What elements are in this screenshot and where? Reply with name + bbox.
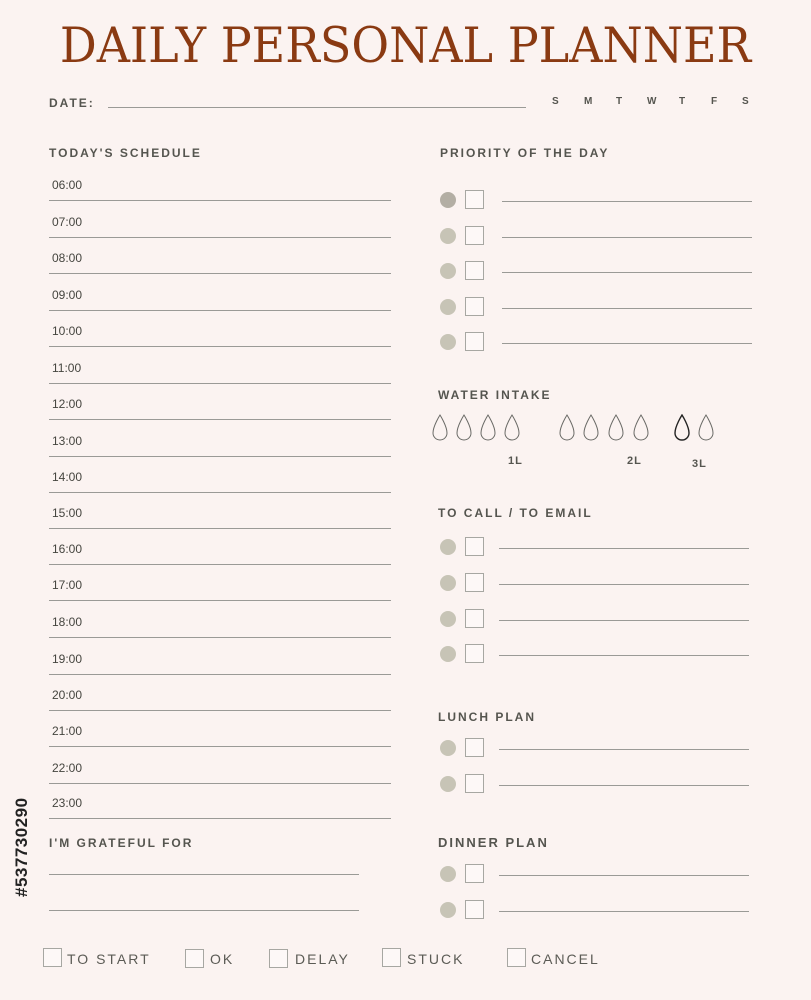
schedule-line[interactable] — [49, 419, 391, 420]
schedule-time: 08:00 — [52, 251, 83, 265]
day-friday[interactable]: F — [711, 96, 718, 107]
priority-checkbox[interactable] — [465, 297, 484, 316]
date-label: DATE: — [49, 96, 95, 110]
schedule-time: 21:00 — [52, 724, 83, 738]
dinner-heading: DINNER PLAN — [438, 835, 549, 850]
legend-box-cancel[interactable] — [507, 948, 526, 967]
schedule-time: 16:00 — [52, 542, 83, 556]
schedule-heading: TODAY'S SCHEDULE — [49, 146, 202, 160]
to-call-line[interactable] — [499, 584, 749, 585]
date-line[interactable] — [108, 107, 526, 108]
schedule-line[interactable] — [49, 310, 391, 311]
schedule-line[interactable] — [49, 237, 391, 238]
day-sunday[interactable]: S — [552, 96, 559, 107]
priority-line[interactable] — [502, 201, 752, 202]
to-call-status-dot[interactable] — [440, 575, 456, 591]
legend-box-stuck[interactable] — [382, 948, 401, 967]
grateful-line-1[interactable] — [49, 874, 359, 875]
lunch-checkbox[interactable] — [465, 774, 484, 793]
dinner-status-dot[interactable] — [440, 902, 456, 918]
water-unit-2l: 2L — [627, 455, 642, 467]
water-drop-icon[interactable] — [503, 414, 521, 442]
watermark-id: #537730290 — [12, 797, 31, 897]
water-drop-icon[interactable] — [558, 414, 576, 442]
priority-status-dot[interactable] — [440, 263, 456, 279]
schedule-time: 14:00 — [52, 470, 83, 484]
schedule-line[interactable] — [49, 710, 391, 711]
lunch-checkbox[interactable] — [465, 738, 484, 757]
schedule-time: 06:00 — [52, 178, 83, 192]
schedule-line[interactable] — [49, 273, 391, 274]
to-call-status-dot[interactable] — [440, 539, 456, 555]
priority-status-dot[interactable] — [440, 299, 456, 315]
water-drop-icon[interactable] — [479, 414, 497, 442]
lunch-line[interactable] — [499, 785, 749, 786]
schedule-line[interactable] — [49, 456, 391, 457]
schedule-time: 13:00 — [52, 434, 83, 448]
day-thursday[interactable]: T — [679, 96, 686, 107]
schedule-line[interactable] — [49, 637, 391, 638]
day-of-week-row — [552, 96, 752, 110]
water-drop-icon[interactable] — [673, 414, 691, 442]
schedule-time: 22:00 — [52, 761, 83, 775]
page-title: DAILY PERSONAL PLANNER — [59, 16, 752, 74]
day-monday[interactable]: M — [584, 96, 593, 107]
schedule-line[interactable] — [49, 492, 391, 493]
lunch-status-dot[interactable] — [440, 776, 456, 792]
legend-box-to-start[interactable] — [43, 948, 62, 967]
water-unit-1l: 1L — [508, 455, 523, 467]
schedule-time: 10:00 — [52, 324, 83, 338]
dinner-status-dot[interactable] — [440, 866, 456, 882]
legend-box-ok[interactable] — [185, 949, 204, 968]
legend-cancel: CANCEL — [531, 951, 600, 967]
lunch-heading: LUNCH PLAN — [438, 710, 536, 724]
water-drop-icon[interactable] — [697, 414, 715, 442]
to-call-checkbox[interactable] — [465, 609, 484, 628]
schedule-line[interactable] — [49, 783, 391, 784]
dinner-line[interactable] — [499, 911, 749, 912]
schedule-line[interactable] — [49, 674, 391, 675]
schedule-time: 17:00 — [52, 578, 83, 592]
water-drop-icon[interactable] — [607, 414, 625, 442]
legend-delay: DELAY — [295, 951, 350, 967]
legend-ok: OK — [210, 951, 235, 967]
priority-line[interactable] — [502, 237, 752, 238]
lunch-line[interactable] — [499, 749, 749, 750]
schedule-line[interactable] — [49, 818, 391, 819]
priority-checkbox[interactable] — [465, 332, 484, 351]
schedule-time: 07:00 — [52, 215, 83, 229]
water-drop-icon[interactable] — [582, 414, 600, 442]
to-call-checkbox[interactable] — [465, 644, 484, 663]
schedule-line[interactable] — [49, 564, 391, 565]
water-drop-icon[interactable] — [455, 414, 473, 442]
day-tuesday[interactable]: T — [616, 96, 623, 107]
legend-stuck: STUCK — [407, 951, 465, 967]
schedule-line[interactable] — [49, 200, 391, 201]
priority-checkbox[interactable] — [465, 190, 484, 209]
to-call-status-dot[interactable] — [440, 646, 456, 662]
dinner-line[interactable] — [499, 875, 749, 876]
water-unit-3l: 3L — [692, 458, 707, 470]
legend-box-delay[interactable] — [269, 949, 288, 968]
schedule-time: 20:00 — [52, 688, 83, 702]
schedule-time: 15:00 — [52, 506, 83, 520]
water-drop-icon[interactable] — [632, 414, 650, 442]
priority-line[interactable] — [502, 343, 752, 344]
priority-status-dot[interactable] — [440, 334, 456, 350]
priority-checkbox[interactable] — [465, 261, 484, 280]
to-call-heading: TO CALL / TO EMAIL — [438, 506, 593, 520]
to-call-line[interactable] — [499, 620, 749, 621]
priority-status-dot[interactable] — [440, 228, 456, 244]
dinner-checkbox[interactable] — [465, 900, 484, 919]
legend-to-start: TO START — [67, 951, 151, 967]
priority-line[interactable] — [502, 272, 752, 273]
grateful-heading: I'M GRATEFUL FOR — [49, 836, 194, 850]
water-heading: WATER INTAKE — [438, 388, 552, 402]
priority-line[interactable] — [502, 308, 752, 309]
schedule-line[interactable] — [49, 746, 391, 747]
grateful-line-2[interactable] — [49, 910, 359, 911]
schedule-line[interactable] — [49, 528, 391, 529]
schedule-time: 09:00 — [52, 288, 83, 302]
priority-heading: PRIORITY OF THE DAY — [440, 146, 610, 160]
to-call-checkbox[interactable] — [465, 573, 484, 592]
schedule-line[interactable] — [49, 346, 391, 347]
lunch-status-dot[interactable] — [440, 740, 456, 756]
dinner-checkbox[interactable] — [465, 864, 484, 883]
schedule-line[interactable] — [49, 600, 391, 601]
to-call-checkbox[interactable] — [465, 537, 484, 556]
schedule-time: 19:00 — [52, 652, 83, 666]
schedule-line[interactable] — [49, 383, 391, 384]
priority-status-dot[interactable] — [440, 192, 456, 208]
schedule-time: 12:00 — [52, 397, 83, 411]
to-call-status-dot[interactable] — [440, 611, 456, 627]
to-call-line[interactable] — [499, 655, 749, 656]
schedule-time: 18:00 — [52, 615, 83, 629]
to-call-line[interactable] — [499, 548, 749, 549]
priority-checkbox[interactable] — [465, 226, 484, 245]
day-saturday[interactable]: S — [742, 96, 749, 107]
schedule-time: 23:00 — [52, 796, 83, 810]
day-wednesday[interactable]: W — [647, 96, 657, 107]
schedule-time: 11:00 — [52, 361, 82, 375]
water-drop-icon[interactable] — [431, 414, 449, 442]
